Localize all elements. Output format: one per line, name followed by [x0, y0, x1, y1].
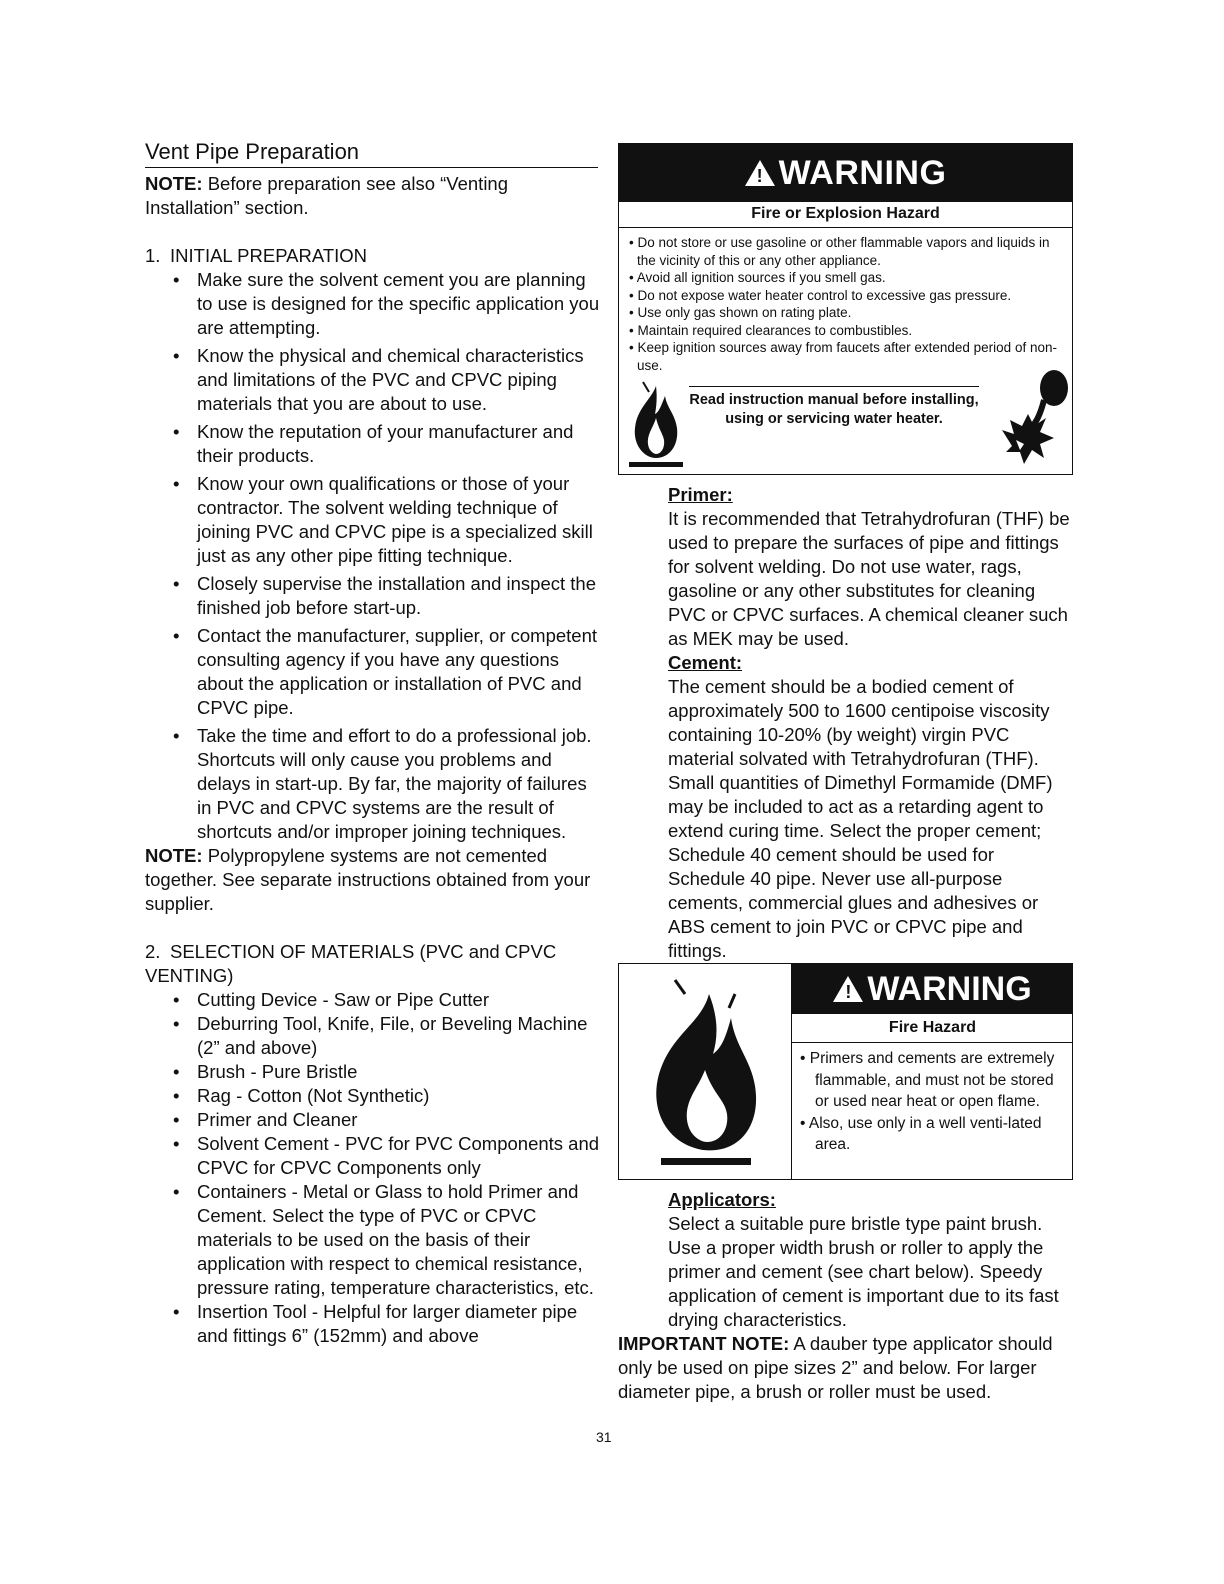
- list-item: • Keep ignition sources away from faucets after extended period of non-use.: [629, 340, 1057, 373]
- note-text: Polypropylene systems are not cemented together. See separate instructions obtained from your supplier.: [145, 845, 591, 914]
- list-item: • Know your own qualifications or those of your contractor. The solvent welding technique of joining PVC and CPVC pipe is a specialized skill just as any other pipe fitting technique.: [173, 473, 593, 566]
- list-item: • Make sure the solvent cement you are planning to use is designed for the specific application you are attempting.: [173, 269, 600, 338]
- list-item: • Cutting Device - Saw or Pipe Cutter: [173, 989, 490, 1010]
- list-item: • Avoid all ignition sources if you smell gas.: [629, 270, 886, 285]
- list-item: • Contact the manufacturer, supplier, or competent consulting agency if you have any questions about the application or installation of PVC and CPVC pipe.: [173, 625, 598, 718]
- list-item: • Brush - Pure Bristle: [173, 1061, 358, 1082]
- list-item: • Also, use only in a well venti-lated area.: [800, 1114, 1042, 1153]
- list-item: • Deburring Tool, Knife, File, or Beveling Machine (2” and above): [173, 1013, 588, 1058]
- primer-heading: Primer:: [668, 484, 733, 505]
- important-label: IMPORTANT NOTE:: [618, 1333, 790, 1354]
- list-item: • Know the physical and chemical characteristics and limitations of the PVC and CPVC piping materials that you are about to use.: [173, 345, 584, 414]
- page-number: 31: [596, 1429, 612, 1445]
- warning-footer: [619, 374, 1072, 474]
- list-item: • Primers and cements are extremely flammable, and must not be stored or used near heat or open flame.: [800, 1050, 1055, 1110]
- primer-text: It is recommended that Tetrahydrofuran (THF) be used to prepare the surfaces of pipe and fittings for solvent welding. Do not use water, rags, gasoline or any other substitutes for cleaning PVC or CPVC surfaces. A chemical cleaner such as MEK may be used.: [668, 508, 1070, 649]
- left-column: [145, 138, 600, 1348]
- cement-heading: Cement:: [668, 652, 743, 673]
- list-item: • Do not store or use gasoline or other flammable vapors and liquids in the vicinity of this or any other appliance.: [629, 235, 1050, 268]
- warning-box-fire-explosion: [618, 143, 1073, 475]
- warning-triangle-icon: !: [833, 976, 863, 1002]
- step-heading: 2. SELECTION OF MATERIALS (PVC and CPVC VENTING): [145, 941, 557, 986]
- initial-preparation-list: [145, 268, 600, 844]
- note-text: Before preparation see also “Venting Installation” section.: [145, 173, 509, 218]
- hazard-title: Fire or Explosion Hazard: [619, 202, 1072, 228]
- step-heading: 1. INITIAL PREPARATION: [145, 245, 368, 266]
- flame-icon: [621, 378, 691, 470]
- warning-banner: ! WARNING: [792, 964, 1073, 1014]
- list-item: • Use only gas shown on rating plate.: [629, 305, 852, 320]
- explosion-person-icon: [984, 360, 1074, 470]
- step-selection-of-materials: [145, 940, 600, 1348]
- section-title: Vent Pipe Preparation: [145, 138, 598, 168]
- read-manual-notice: Read instruction manual before installing, using or servicing water heater.: [689, 386, 979, 428]
- warning-triangle-icon: !: [745, 160, 775, 186]
- right-column: [618, 143, 1073, 1404]
- cement-text: The cement should be a bodied cement of approximately 500 to 1600 centipoise viscosity containing 10-20% (by weight) virgin PVC material solvated with Tetrahydrofuran (THF). Small quantities of Dimethyl Formamide (DMF) may be included to act as a retarding agent to extend curing time. Select the proper cement; Schedule 40 cement should be used for Schedule 40 pipe. Never use all-purpose cements, commercial glues and adhesives or ABS cement to join PVC or CPVC pipe and fittings.: [668, 676, 1053, 961]
- list-item: • Do not expose water heater control to excessive gas pressure.: [629, 287, 1012, 303]
- materials-list: [145, 988, 600, 1348]
- list-item: • Containers - Metal or Glass to hold Primer and Cement. Select the type of PVC or CPVC materials to be used on the basis of their application with respect to chemical resistance, pressure rating, temperature characteristics, etc.: [173, 1181, 594, 1298]
- important-note: [618, 1332, 1073, 1404]
- applicators-heading: Applicators:: [668, 1189, 776, 1210]
- note-label: NOTE:: [145, 845, 203, 866]
- note-label: NOTE:: [145, 173, 203, 194]
- list-item: • Closely supervise the installation and inspect the finished job before start-up.: [173, 573, 597, 618]
- list-item: • Rag - Cotton (Not Synthetic): [173, 1085, 430, 1106]
- applicators-text: Select a suitable pure bristle type paint brush. Use a proper width brush or roller to apply the primer and cement (see chart below). Speedy application of cement is important due to its fast drying characteristics.: [668, 1213, 1059, 1330]
- step-initial-preparation: [145, 244, 600, 844]
- list-item: • Insertion Tool - Helpful for larger diameter pipe and fittings 6” (152mm) and above: [173, 1301, 578, 1346]
- warning-list: [619, 228, 1072, 374]
- note-venting: [145, 172, 600, 220]
- warning-text-panel: [791, 964, 1073, 1179]
- list-item: • Solvent Cement - PVC for PVC Components and CPVC for CPVC Components only: [173, 1133, 600, 1178]
- warning-box-fire: [618, 963, 1073, 1180]
- list-item: • Primer and Cleaner: [173, 1109, 358, 1130]
- hazard-title: Fire Hazard: [792, 1014, 1073, 1043]
- list-item: • Know the reputation of your manufacturer and their products.: [173, 421, 574, 466]
- warning-banner: ! WARNING: [619, 144, 1072, 202]
- warning-list: [792, 1043, 1073, 1156]
- important-text: A dauber type applicator should only be used on pipe sizes 2” and below. For larger diameter pipe, a brush or roller must be used.: [618, 1333, 1053, 1402]
- note-polypropylene: [145, 844, 600, 916]
- list-item: • Take the time and effort to do a professional job. Shortcuts will only cause you problems and delays in start-up. By far, the majority of failures in PVC and CPVC systems are the result of shortcuts and/or improper joining techniques.: [173, 725, 592, 842]
- list-item: • Maintain required clearances to combustibles.: [629, 322, 913, 338]
- flame-icon: [631, 974, 781, 1174]
